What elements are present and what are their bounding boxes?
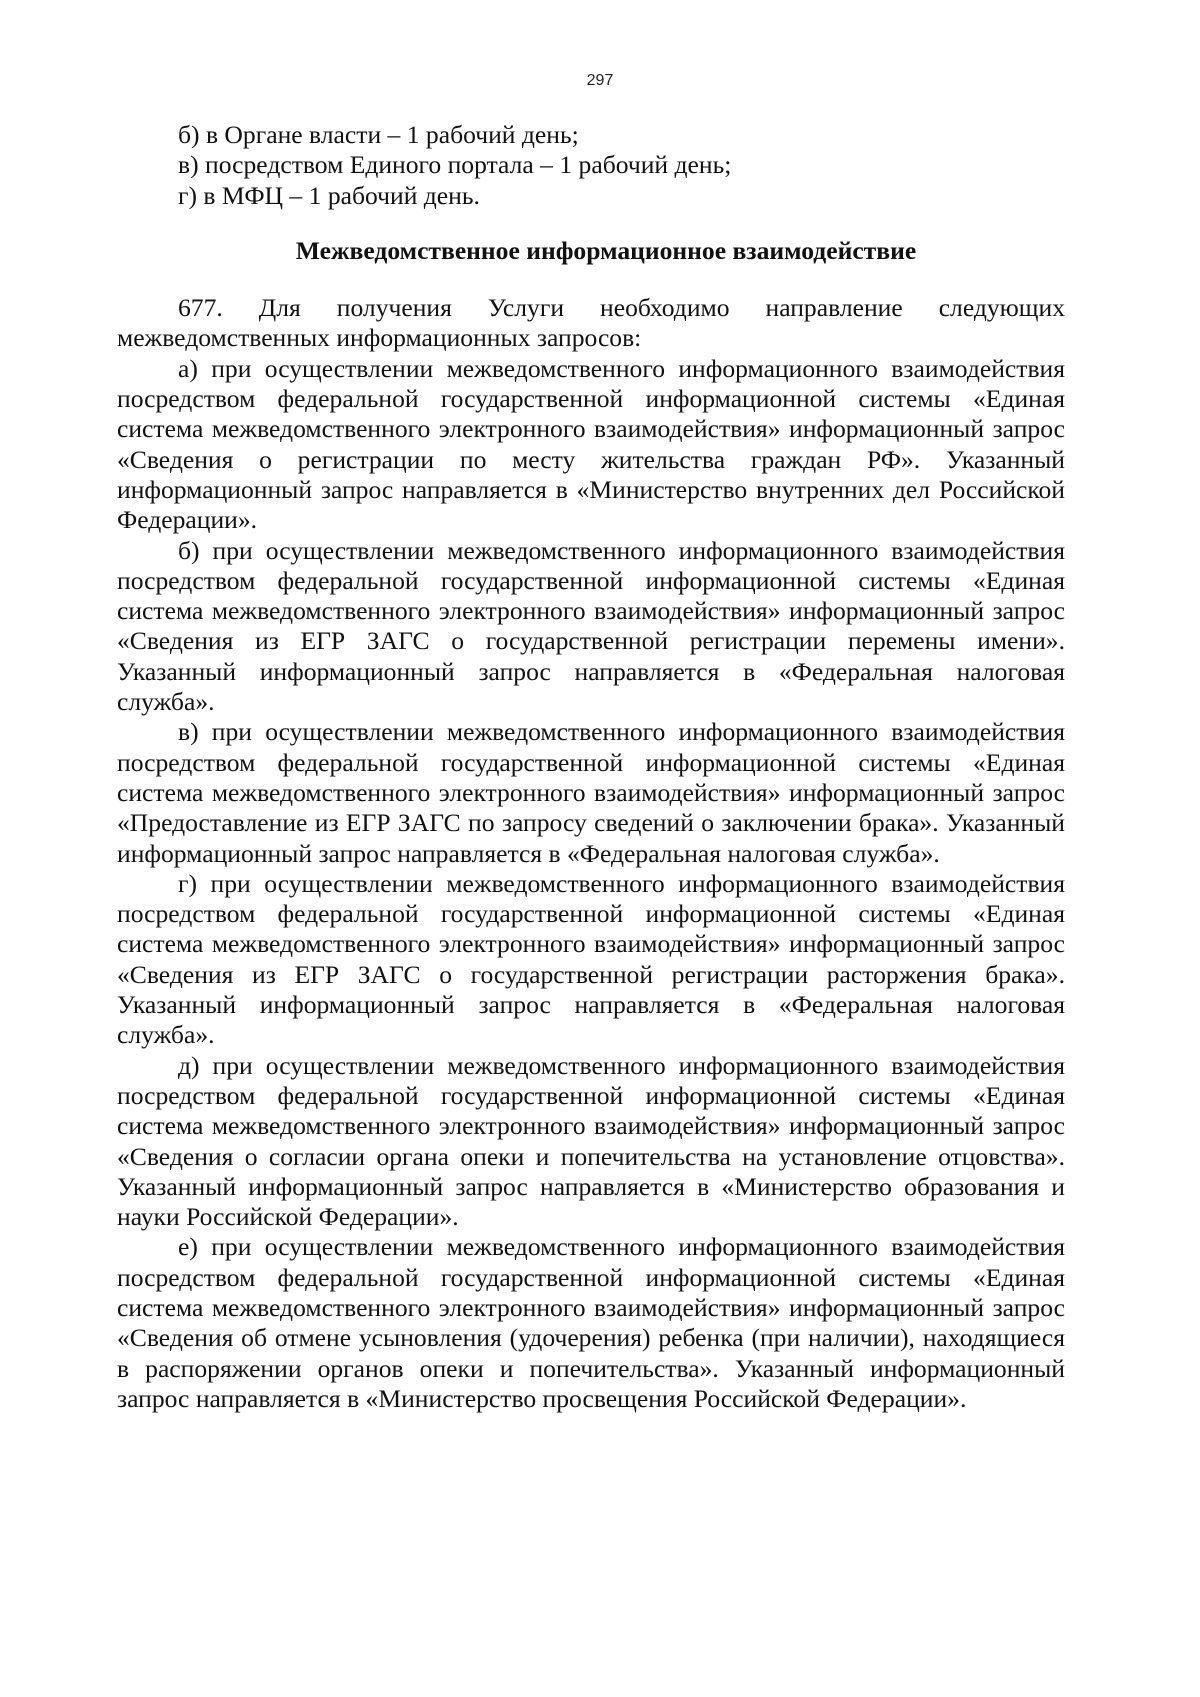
deadline-item-mfc: г) в МФЦ – 1 рабочий день. [178, 180, 480, 210]
page-number: 297 [586, 72, 614, 89]
paragraph-item-b: б) при осуществлении межведомственного информационного взаимодействия посредством федеральной государственной информационной системы «Единая система межведомственного электронного взаимодействия» информационный запрос «Сведения из ЕГР ЗАГС о государственной регистрации перемены имени». Указанный информационный запрос направляется в «Федеральная налоговая служба». [117, 535, 1065, 717]
paragraph-item-g: г) при осуществлении межведомственного информационного взаимодействия посредством федеральной государственной информационной системы «Единая система межведомственного электронного взаимодействия» информационный запрос «Сведения из ЕГР ЗАГС о государственной регистрации расторжения брака». Указанный информационный запрос направляется в «Федеральная налоговая служба». [117, 868, 1065, 1050]
deadline-item-organ: б) в Органе власти – 1 рабочий день; [178, 120, 579, 149]
document-body [117, 120, 1065, 1414]
section-heading: Межведомственное информационное взаимодействие [295, 235, 917, 265]
paragraph-item-v: в) при осуществлении межведомственного информационного взаимодействия посредством федеральной государственной информационной системы «Единая система межведомственного электронного взаимодействия» информационный запрос «Предоставление из ЕГР ЗАГС по запросу сведений о заключении брака». Указанный информационный запрос направляется в «Федеральная налоговая служба». [117, 717, 1065, 868]
paragraph-677: 677. Для получения Услуги необходимо направление следующих межведомственных информационных запросов: [117, 293, 1065, 353]
deadline-item-portal: в) посредством Единого портала – 1 рабочий день; [178, 150, 732, 180]
paragraph-item-a: а) при осуществлении межведомственного информационного взаимодействия посредством федеральной государственной информационной системы «Единая система межведомственного электронного взаимодействия» информационный запрос «Сведения о регистрации по месту жительства граждан РФ». Указанный информационный запрос направляется в «Министерство внутренних дел Российской Федерации». [117, 353, 1065, 535]
paragraph-item-e: е) при осуществлении межведомственного информационного взаимодействия посредством федеральной государственной информационной системы «Единая система межведомственного электронного взаимодействия» информационный запрос «Сведения об отмене усыновления (удочерения) ребенка (при наличии), находящиеся в распоряжении органов опеки и попечительства». Указанный информационный запрос направляется в «Министерство просвещения Российской Федерации». [117, 1232, 1065, 1413]
paragraph-item-d: д) при осуществлении межведомственного информационного взаимодействия посредством федеральной государственной информационной системы «Единая система межведомственного электронного взаимодействия» информационный запрос «Сведения о согласии органа опеки и попечительства на установление отцовства». Указанный информационный запрос направляется в «Министерство образования и науки Российской Федерации». [117, 1050, 1065, 1232]
